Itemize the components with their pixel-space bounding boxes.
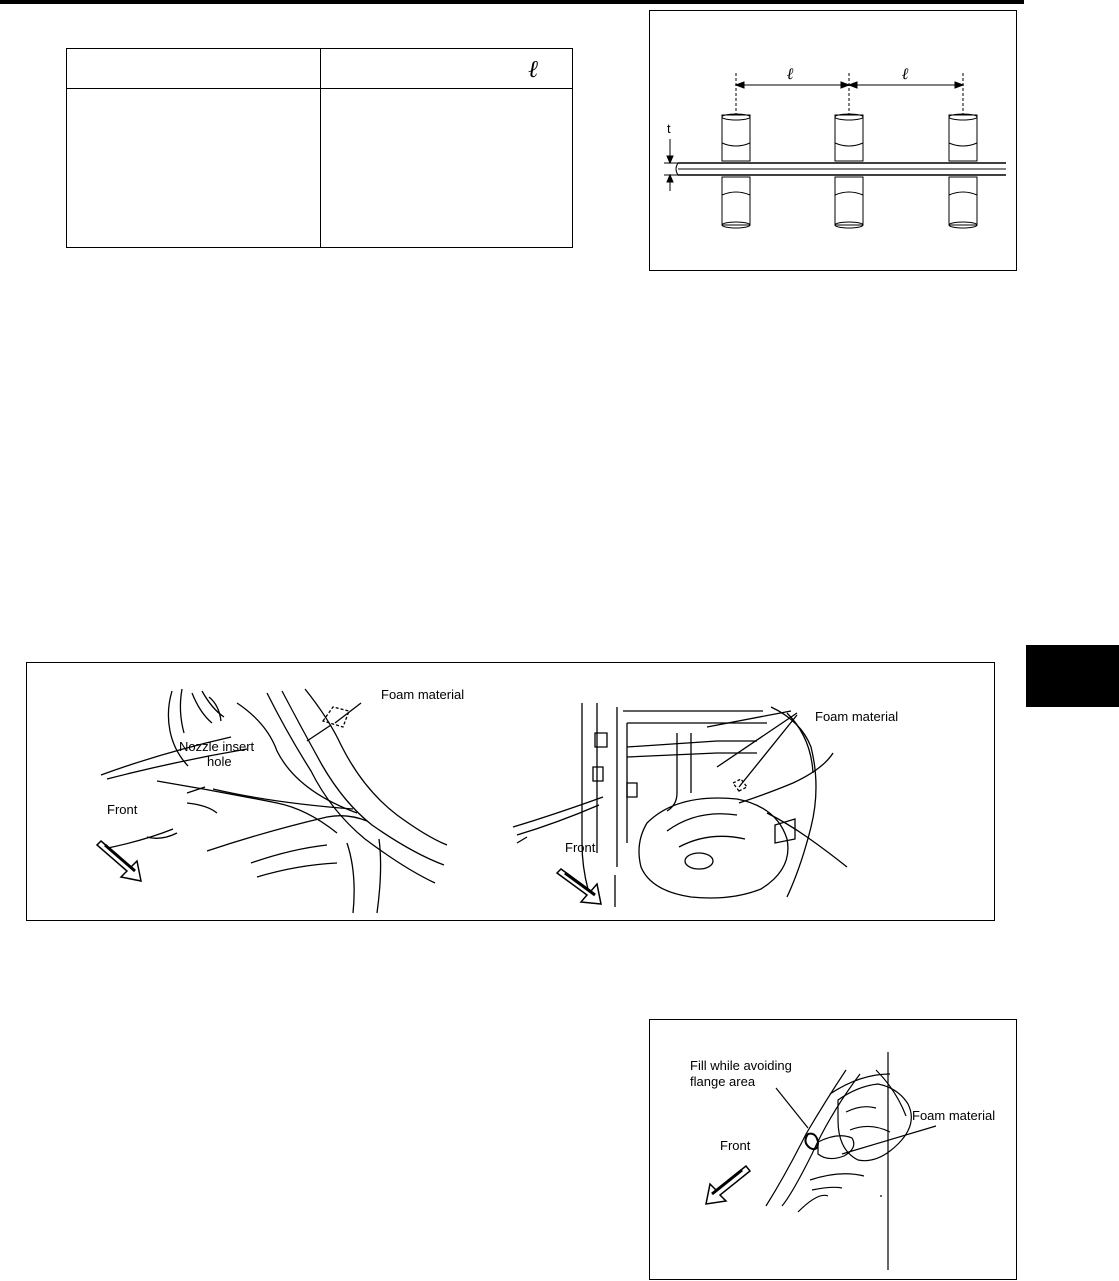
section-tab-marker — [1026, 645, 1119, 707]
right-front-label: Front — [565, 840, 596, 855]
pitch-label-1: ℓ — [787, 64, 794, 83]
flange-foam-material-label: Foam material — [912, 1108, 996, 1123]
thickness-label: t — [667, 121, 671, 136]
pitch-label-2: ℓ — [902, 64, 909, 83]
flange-area-figure — [649, 1019, 1017, 1280]
right-foam-material-label: Foam material — [815, 709, 899, 724]
table-header-ell-symbol: ℓ — [528, 55, 538, 83]
table-column-divider — [320, 49, 321, 247]
flange-front-label: Front — [720, 1138, 751, 1153]
left-front-label: Front — [107, 802, 138, 817]
nozzle-insert-label-line1: Nozzle insert — [179, 739, 255, 754]
weld-pitch-illustration — [650, 11, 1018, 272]
flange-fill-illustration — [650, 1020, 1018, 1281]
fill-avoid-label-line2: flange area — [690, 1074, 756, 1089]
foam-material-figure — [26, 662, 995, 921]
foam-material-illustration — [27, 663, 996, 922]
fill-avoid-label-line1: Fill while avoiding — [690, 1058, 792, 1073]
left-foam-material-label: Foam material — [381, 687, 465, 702]
nozzle-insert-label-line2: hole — [207, 754, 232, 769]
spec-table — [66, 48, 573, 248]
weld-pitch-figure — [649, 10, 1017, 271]
top-rule — [0, 0, 1024, 4]
